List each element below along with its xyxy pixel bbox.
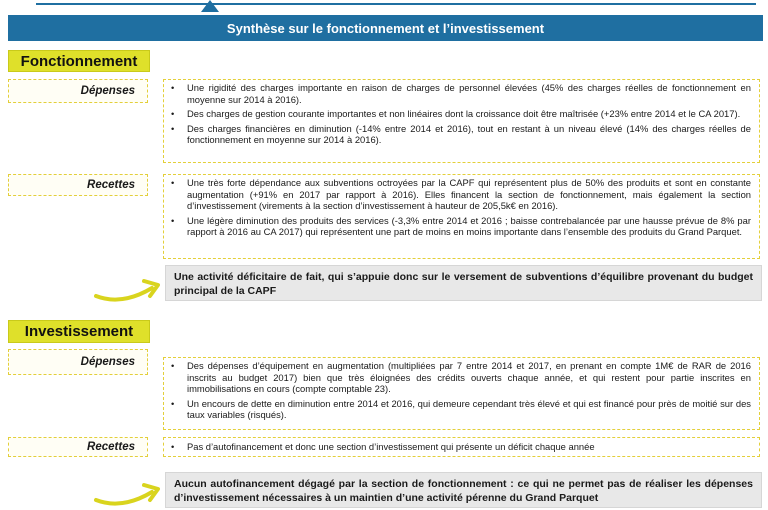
section-title-investissement: Investissement xyxy=(8,320,150,343)
list-item: • Une très forte dépendance aux subventions octroyées par la CAPF qui représentent plus de 50% des produits et sont en constante augmentation (+91% en 2017 par rapport à 2016). Elles financent la section de fonctionnement, mais également la section d’investissement (virements à la section d’investissement à hauteur de 205,5k€ en 2016). xyxy=(168,177,751,212)
label-depenses-investissement: Dépenses xyxy=(8,349,148,375)
list-item: • Un encours de dette en diminution entre 2014 et 2016, qui demeure cependant très élevé et qui est financé pour près de moitié sur des taux variables (risqués). xyxy=(168,398,751,421)
label-recettes-fonctionnement: Recettes xyxy=(8,174,148,196)
list-item: • Des charges de gestion courante importantes et non linéaires dont la croissance doit être maîtrisée (+23% entre 2014 et le CA 2017). xyxy=(168,108,751,120)
content-depenses-investissement xyxy=(163,357,760,430)
triangle-pointer-icon xyxy=(201,0,219,12)
page-title: Synthèse sur le fonctionnement et l’investissement xyxy=(8,15,763,41)
list-item: • Une rigidité des charges importante en raison de charges de personnel élevées (45% des charges réelles de fonctionnement en moyenne sur 2014 à 2016). xyxy=(168,82,751,105)
label-recettes-investissement: Recettes xyxy=(8,437,148,457)
content-recettes-investissement xyxy=(163,437,760,457)
list-item: • Des dépenses d’équipement en augmentation (multipliées par 7 entre 2014 et 2017, en prenant en compte 1M€ de RAR de 2016 inscrits au budget 2017) bien que très éloignées des crédits ouverts chaque année, et qui restent pour partie inscrites en immobilisations en cours (compte comptable 23). xyxy=(168,360,751,395)
section-title-fonctionnement: Fonctionnement xyxy=(8,50,150,72)
conclusion-investissement: Aucun autofinancement dégagé par la section de fonctionnement : ce qui ne permet pas de réaliser les dépenses d’investissement nécessaires à un maintien d’une activité pérenne du Grand Parquet xyxy=(165,472,762,508)
list-item: • Pas d’autofinancement et donc une section d’investissement qui présente un déficit chaque année xyxy=(168,441,751,453)
top-rule xyxy=(36,3,756,5)
conclusion-fonctionnement: Une activité déficitaire de fait, qui s’appuie donc sur le versement de subventions d’équilibre provenant du budget principal de la CAPF xyxy=(165,265,762,301)
list-item: • Une légère diminution des produits des services (-3,3% entre 2014 et 2016 ; baisse contrebalancée par une hausse prévue de 8% par rapport à 2016 au CA 2017) qui représentent une part de moins en moins importante dans l’ensemble des produits du Grand Parquet. xyxy=(168,215,751,238)
content-recettes-fonctionnement xyxy=(163,174,760,259)
list-item: • Des charges financières en diminution (-14% entre 2014 et 2016), tout en restant à un niveau élevé (14% des charges réelles de fonctionnement en moyenne sur 2014 à 2016). xyxy=(168,123,751,146)
curved-arrow-icon xyxy=(92,476,164,510)
content-depenses-fonctionnement xyxy=(163,79,760,163)
label-depenses-fonctionnement: Dépenses xyxy=(8,79,148,103)
curved-arrow-icon xyxy=(92,272,164,306)
